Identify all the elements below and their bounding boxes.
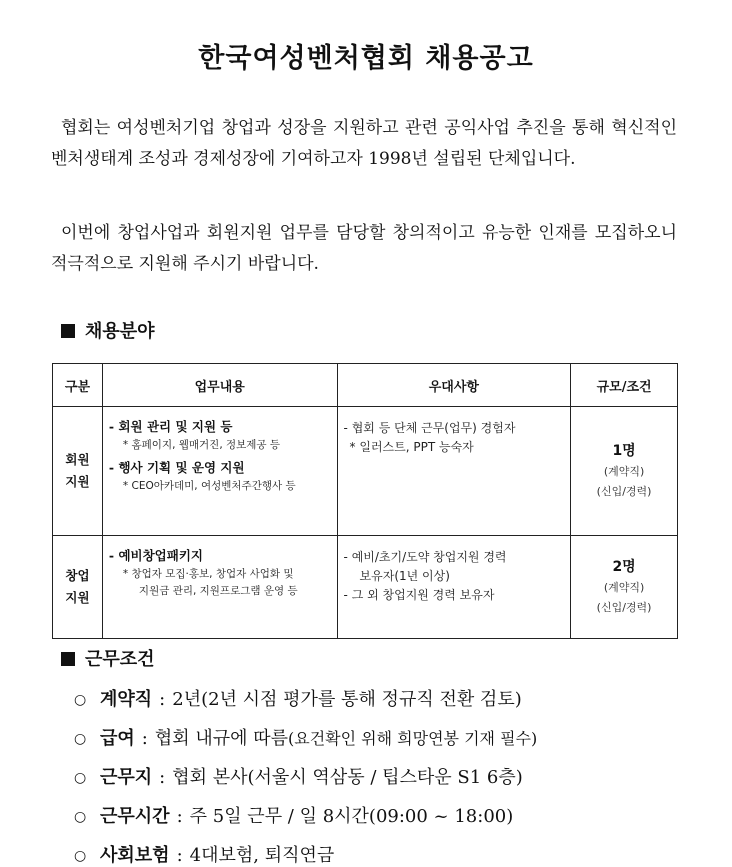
separator: : xyxy=(159,689,166,710)
category-label: 지원 xyxy=(65,474,90,489)
separator: : xyxy=(141,728,148,749)
condition-item xyxy=(74,841,334,867)
section-title: 채용분야 xyxy=(85,321,155,342)
work-cell xyxy=(102,536,337,639)
condition-text: 주 5일 근무 / 일 8시간(09:00 ~ 18:00) xyxy=(189,806,514,827)
condition-text: 협회 본사(서울시 역삼동 / 팁스타운 S1 6층) xyxy=(172,767,523,788)
condition-label: 근무시간 xyxy=(100,806,170,827)
column-header: 규모/조건 xyxy=(571,364,678,407)
preference-item: - 예비/초기/도약 창업지원 경력 xyxy=(343,550,507,564)
work-cell xyxy=(102,407,337,536)
condition-label: 근무지 xyxy=(100,767,153,788)
intro-paragraph: 협회는 여성벤처기업 창업과 성장을 지원하고 관련 공익사업 추진을 통해 혁신적인 벤처생태계 조성과 경제성장에 기여하고자 1998년 설립된 단체입니다. xyxy=(51,118,677,169)
work-item: - 행사 기획 및 운영 지원 xyxy=(108,460,245,475)
category-cell xyxy=(53,536,103,639)
category-label: 지원 xyxy=(65,590,90,605)
separator: : xyxy=(159,767,166,788)
page-title: 한국여성벤처협회 채용공고 xyxy=(198,43,534,74)
employment-type: (계약직) xyxy=(603,465,645,478)
career-level: (신입/경력) xyxy=(596,485,652,498)
circle-bullet-icon: ○ xyxy=(74,848,87,864)
section-heading-fields xyxy=(61,317,155,343)
preference-item: * 일러스트, PPT 능숙자 xyxy=(349,440,474,454)
condition-note: (요건확인 위해 희망연봉 기재 필수) xyxy=(288,729,538,748)
preference-cell xyxy=(337,407,571,536)
recruitment-table xyxy=(52,363,678,639)
separator: : xyxy=(176,845,183,866)
intro-paragraph: 이번에 창업사업과 회원지원 업무를 담당할 창의적이고 유능한 인재를 모집하오니 적극적으로 지원해 주시기 바랍니다. xyxy=(51,223,677,274)
condition-text: 4대보험, 퇴직연금 xyxy=(189,845,335,866)
separator: : xyxy=(176,806,183,827)
square-bullet-icon xyxy=(61,652,75,666)
section-title: 근무조건 xyxy=(85,649,155,670)
condition-text: 2년(2년 시점 평가를 통해 정규직 전환 검토) xyxy=(172,689,522,710)
circle-bullet-icon: ○ xyxy=(74,692,87,708)
preference-item: 보유자(1년 이상) xyxy=(359,569,450,583)
circle-bullet-icon: ○ xyxy=(74,809,87,825)
condition-item xyxy=(74,802,513,828)
square-bullet-icon xyxy=(61,324,75,338)
circle-bullet-icon: ○ xyxy=(74,731,87,747)
table-row xyxy=(53,407,678,536)
career-level: (신입/경력) xyxy=(596,601,652,614)
category-label: 창업 xyxy=(65,568,90,583)
category-label: 회원 xyxy=(65,452,90,467)
condition-item xyxy=(74,685,522,711)
work-detail: * 창업자 모집·홍보, 창업자 사업화 및 xyxy=(122,568,294,580)
work-detail: 지원금 관리, 지원프로그램 운영 등 xyxy=(138,585,298,597)
circle-bullet-icon: ○ xyxy=(74,770,87,786)
condition-item xyxy=(74,763,523,789)
condition-label: 급여 xyxy=(100,728,135,749)
preference-item: - 그 외 창업지원 경력 보유자 xyxy=(343,588,495,602)
employment-type: (계약직) xyxy=(603,581,645,594)
table-header-row xyxy=(53,364,678,407)
work-item: - 예비창업패키지 xyxy=(108,548,203,563)
column-header: 우대사항 xyxy=(337,364,571,407)
work-detail: * 홈페이지, 웹매거진, 정보제공 등 xyxy=(122,439,281,451)
work-item: - 회원 관리 및 지원 등 xyxy=(108,419,233,434)
size-cell xyxy=(571,536,678,639)
preference-item: - 협회 등 단체 근무(업무) 경험자 xyxy=(343,421,516,435)
headcount: 1명 xyxy=(612,443,636,459)
preference-cell xyxy=(337,536,571,639)
condition-text: 협회 내규에 따름 xyxy=(154,728,289,749)
column-header: 업무내용 xyxy=(102,364,337,407)
section-heading-conditions xyxy=(61,645,155,671)
size-cell xyxy=(571,407,678,536)
condition-label: 계약직 xyxy=(100,689,153,710)
condition-item xyxy=(74,724,537,750)
headcount: 2명 xyxy=(612,559,636,575)
column-header: 구분 xyxy=(53,364,103,407)
category-cell xyxy=(53,407,103,536)
condition-label: 사회보험 xyxy=(100,845,170,866)
table-row xyxy=(53,536,678,639)
work-detail: * CEO아카데미, 여성벤처주간행사 등 xyxy=(122,480,296,492)
